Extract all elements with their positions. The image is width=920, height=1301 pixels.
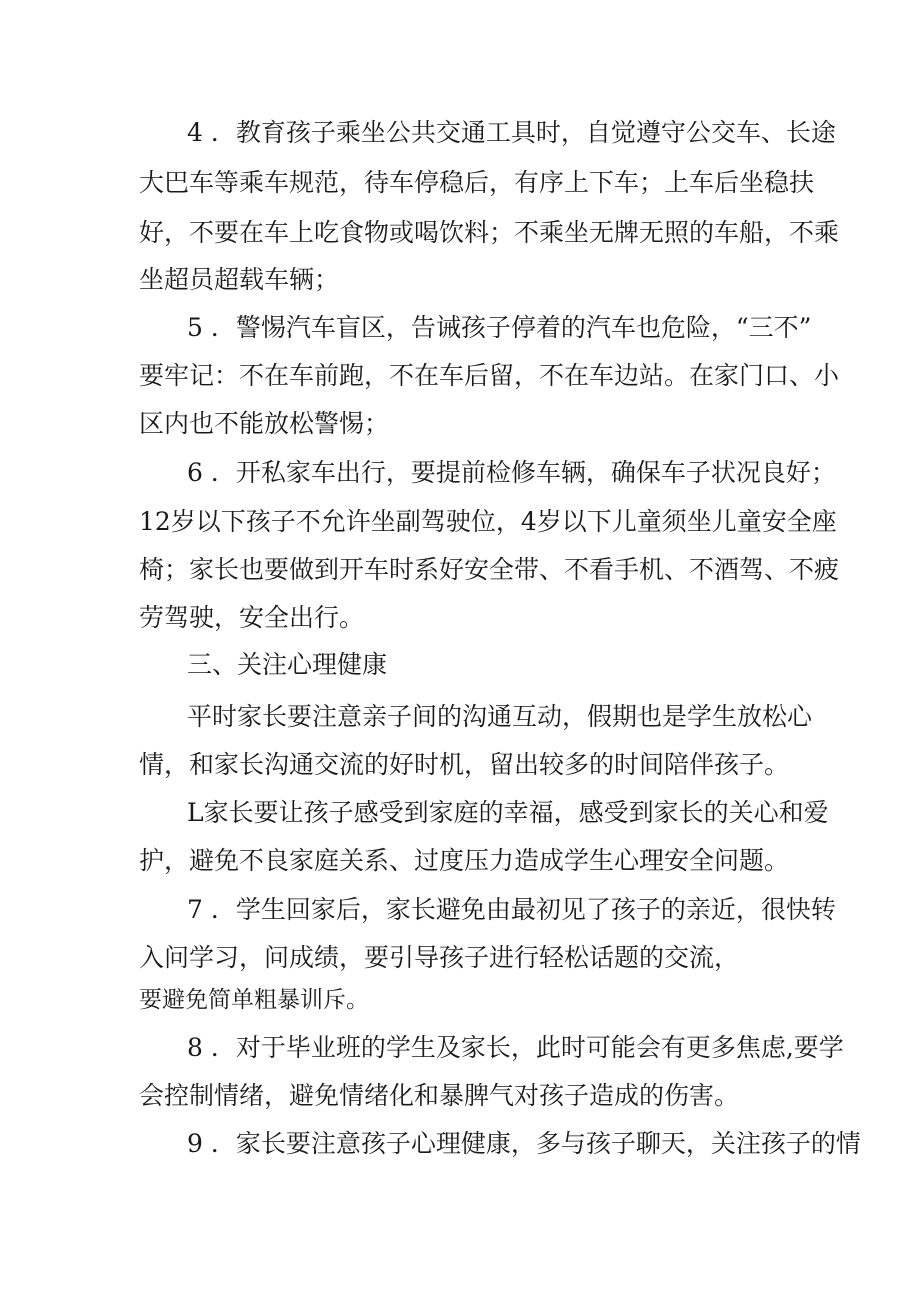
item-4-line-1: 4 ．教育孩子乘坐公共交通工具时，自觉遵守公交车、长途 bbox=[187, 118, 836, 147]
item-5-line-2: 要牢记：不在车前跑，不在车后留，不在车边站。在家门口、小 bbox=[139, 361, 840, 390]
item-6-line-3: 椅；家长也要做到开车时系好安全带、不看手机、不酒驾、不疲 bbox=[139, 555, 840, 584]
item-7-line-1: 7 ．学生回家后，家长避免由最初见了孩子的亲近，很快转 bbox=[187, 895, 836, 924]
item-6-line-2: 12岁以下孩子不允许坐副驾驶位，4岁以下儿童须坐儿童安全座 bbox=[139, 507, 837, 536]
item-5-line-3: 区内也不能放松警惕； bbox=[139, 409, 390, 438]
item-5-line-1: 5 ．警惕汽车盲区，告诫孩子停着的汽车也危险，“三不” bbox=[187, 313, 812, 342]
item-l-line-2: 护，避免不良家庭关系、过度压力造成学生心理安全问题。 bbox=[139, 846, 790, 875]
item-9-line-1: 9 ．家长要注意孩子心理健康，多与孩子聊天，关注孩子的情 bbox=[187, 1129, 861, 1158]
item-4-line-4: 坐超员超载车辆； bbox=[139, 265, 340, 294]
item-7-line-2: 入问学习，问成绩，要引导孩子进行轻松话题的交流， bbox=[139, 943, 740, 972]
item-6-line-4: 劳驾驶，安全出行。 bbox=[139, 603, 365, 632]
item-8-line-1: 8 ．对于毕业班的学生及家长，此时可能会有更多焦虑,要学 bbox=[187, 1033, 844, 1062]
item-4-line-2: 大巴车等乘车规范，待车停稳后，有序上下车；上车后坐稳扶 bbox=[139, 168, 815, 197]
item-8-line-2: 会控制情绪，避免情绪化和暴脾气对孩子造成的伤害。 bbox=[139, 1081, 740, 1110]
item-4-line-3: 好，不要在车上吃食物或喝饮料；不乘坐无牌无照的车船，不乘 bbox=[139, 218, 840, 247]
section-heading: 三、关注心理健康 bbox=[187, 650, 388, 679]
item-l-line-1: L家长要让孩子感受到家庭的幸福，感受到家长的关心和爱 bbox=[187, 798, 829, 827]
intro-line-1: 平时家长要注意亲子间的沟通互动，假期也是学生放松心 bbox=[187, 702, 813, 731]
item-7-line-3: 要避免简单粗暴训斥。 bbox=[139, 987, 369, 1013]
item-6-line-1: 6 ．开私家车出行，要提前检修车辆，确保车子状况良好； bbox=[187, 458, 836, 487]
intro-line-2: 情，和家长沟通交流的好时机，留出较多的时间陪伴孩子。 bbox=[139, 750, 790, 779]
